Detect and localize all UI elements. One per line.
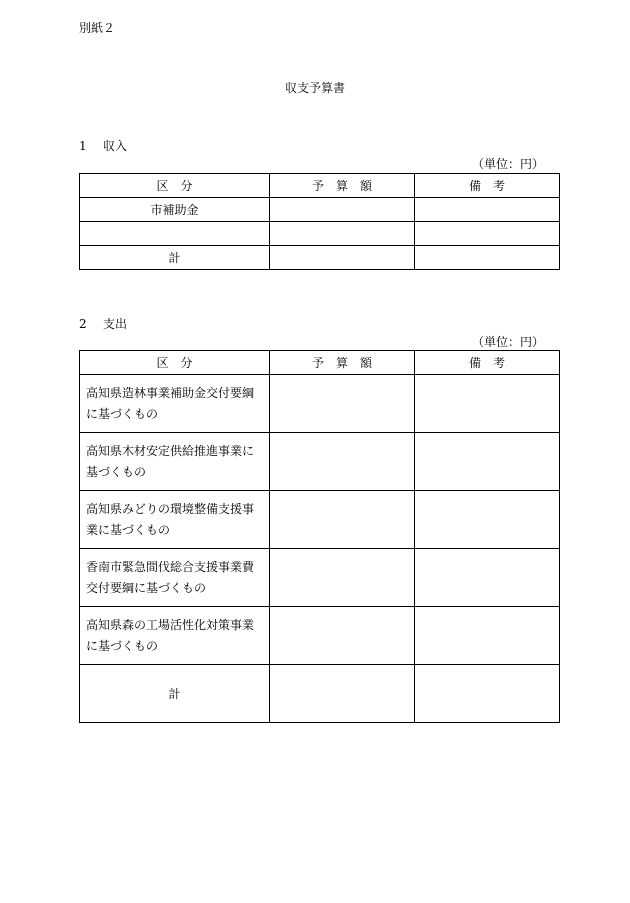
- income-section-title: 収入: [103, 139, 128, 153]
- expenditure-budget-cell[interactable]: [270, 549, 415, 607]
- expenditure-section-heading: [79, 315, 127, 332]
- expenditure-total-budget-cell[interactable]: [270, 665, 415, 723]
- expenditure-category-cell: 高知県造林事業補助金交付要綱に基づくもの: [80, 375, 270, 433]
- income-budget-cell[interactable]: [270, 222, 415, 246]
- income-total-budget-cell[interactable]: [270, 246, 415, 270]
- expenditure-header-row: [80, 351, 560, 375]
- expenditure-total-label: 計: [80, 665, 270, 723]
- expenditure-header-remarks: 備 考: [415, 351, 560, 375]
- expenditure-total-row: [80, 665, 560, 723]
- income-total-label: 計: [80, 246, 270, 270]
- expenditure-remarks-cell[interactable]: [415, 491, 560, 549]
- expenditure-budget-cell[interactable]: [270, 375, 415, 433]
- expenditure-budget-cell[interactable]: [270, 491, 415, 549]
- expenditure-total-remarks-cell[interactable]: [415, 665, 560, 723]
- income-remarks-cell[interactable]: [415, 198, 560, 222]
- expenditure-budget-cell[interactable]: [270, 607, 415, 665]
- expenditure-category-cell: 高知県みどりの環境整備支援事業に基づくもの: [80, 491, 270, 549]
- expenditure-table: [79, 350, 560, 723]
- table-row: [80, 433, 560, 491]
- income-header-budget: 予 算 額: [270, 174, 415, 198]
- expenditure-unit-note: （単位：円）: [471, 335, 544, 349]
- income-total-row: [80, 246, 560, 270]
- table-row: [80, 198, 560, 222]
- income-section-number: 1: [79, 139, 87, 153]
- expenditure-category-cell: 高知県森の工場活性化対策事業に基づくもの: [80, 607, 270, 665]
- table-row: [80, 375, 560, 433]
- income-header-category: 区 分: [80, 174, 270, 198]
- expenditure-category-cell: 香南市緊急間伐総合支援事業費交付要綱に基づくもの: [80, 549, 270, 607]
- income-budget-cell[interactable]: [270, 198, 415, 222]
- income-table: [79, 173, 560, 270]
- table-row: [80, 549, 560, 607]
- expenditure-remarks-cell[interactable]: [415, 375, 560, 433]
- expenditure-header-budget: 予 算 額: [270, 351, 415, 375]
- expenditure-category-cell: 高知県木材安定供給推進事業に基づくもの: [80, 433, 270, 491]
- income-remarks-cell[interactable]: [415, 222, 560, 246]
- income-category-cell[interactable]: [80, 222, 270, 246]
- document-title: 収支予算書: [284, 81, 345, 95]
- income-header-row: [80, 174, 560, 198]
- table-row: [80, 491, 560, 549]
- expenditure-remarks-cell[interactable]: [415, 549, 560, 607]
- income-header-remarks: 備 考: [415, 174, 560, 198]
- expenditure-remarks-cell[interactable]: [415, 433, 560, 491]
- attachment-label: 別紙２: [79, 21, 116, 35]
- table-row: [80, 607, 560, 665]
- expenditure-remarks-cell[interactable]: [415, 607, 560, 665]
- table-row: [80, 222, 560, 246]
- income-section-heading: [79, 137, 127, 154]
- expenditure-section-title: 支出: [103, 317, 128, 331]
- income-category-cell: 市補助金: [80, 198, 270, 222]
- expenditure-section-number: 2: [79, 317, 87, 331]
- income-total-remarks-cell[interactable]: [415, 246, 560, 270]
- expenditure-header-category: 区 分: [80, 351, 270, 375]
- expenditure-budget-cell[interactable]: [270, 433, 415, 491]
- income-unit-note: （単位：円）: [471, 157, 544, 171]
